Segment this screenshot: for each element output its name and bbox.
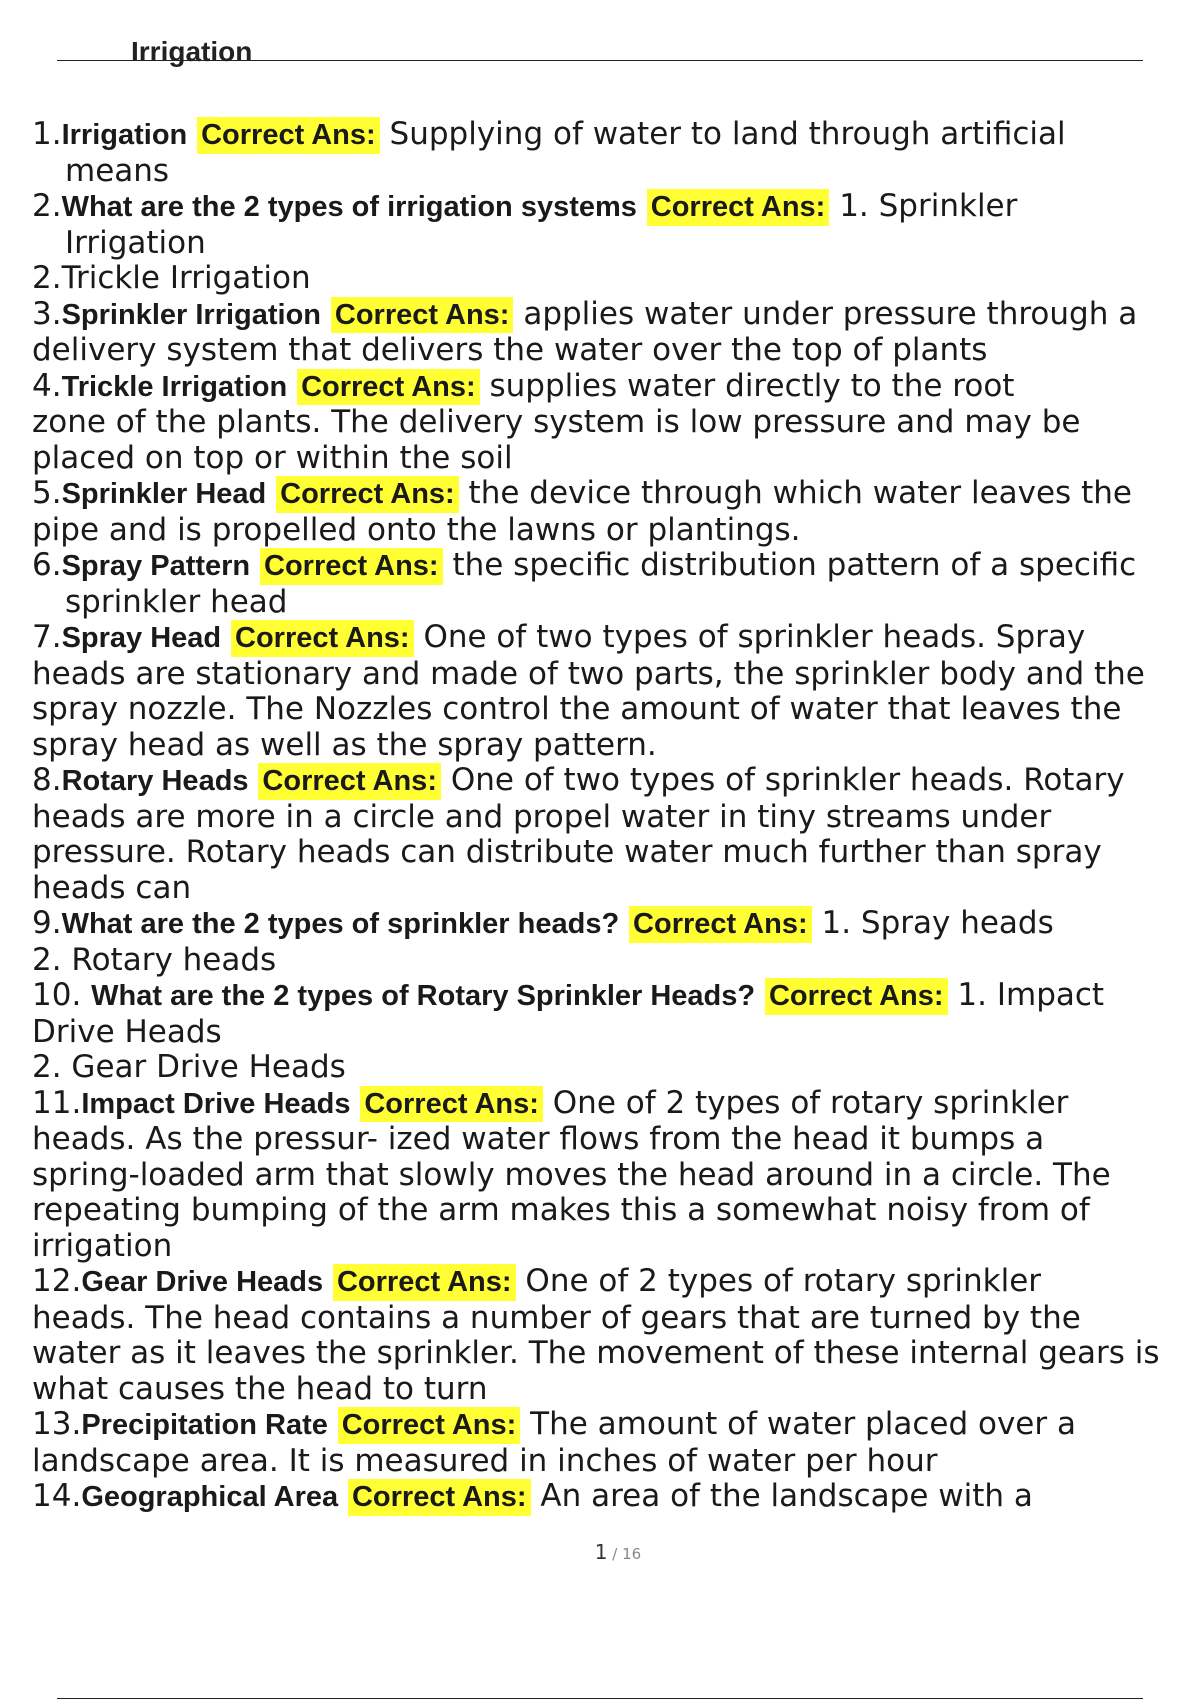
list-item-continuation: 2.Trickle Irrigation: [32, 261, 311, 296]
correct-answer-label: Correct Ans:: [333, 1264, 516, 1301]
correct-answer-label: Correct Ans:: [260, 548, 443, 585]
item-number: 10.: [32, 978, 92, 1013]
item-answer: An area of the landscape with a: [530, 1479, 1033, 1514]
item-answer-line: means: [65, 153, 170, 189]
list-item: [32, 620, 1200, 657]
correct-answer-label: Correct Ans:: [360, 1086, 543, 1123]
list-item: [32, 1264, 1200, 1301]
correct-answer-label: Correct Ans:: [348, 1479, 531, 1516]
list-item: [32, 548, 1200, 585]
item-number: 5.: [32, 476, 62, 511]
correct-answer-label: Correct Ans:: [338, 1407, 521, 1444]
correct-answer-label: Correct Ans:: [331, 297, 514, 334]
item-answer-line: spray head as well as the spray pattern.: [32, 727, 657, 763]
item-answer-line: delivery system that delivers the water over the top of plants: [32, 333, 988, 368]
list-item: [32, 369, 1200, 406]
item-term: Irrigation: [61, 119, 188, 151]
qa-list: [32, 117, 1200, 1517]
item-answer-line: spray nozzle. The Nozzles control the amount of water that leaves the: [32, 692, 1122, 727]
item-number: 13.: [32, 1407, 82, 1442]
correct-answer-label: Correct Ans:: [647, 189, 830, 226]
item-answer-line: Irrigation: [65, 225, 206, 261]
item-answer-line: heads. As the pressur- ized water flows from the head it bumps a: [32, 1122, 1045, 1157]
item-term: Impact Drive Heads: [81, 1087, 351, 1120]
item-term: Rotary Heads: [61, 765, 249, 797]
list-item: [32, 1407, 1200, 1444]
item-answer-line: spring-loaded arm that slowly moves the head around in a circle. The: [32, 1157, 1111, 1193]
item-answer: the specific distribution pattern of a specific: [442, 548, 1137, 583]
item-number: 7.: [32, 620, 62, 655]
item-answer-line: placed on top or within the soil: [32, 440, 513, 476]
item-answer: The amount of water placed over a: [520, 1407, 1076, 1442]
item-number: 14.: [32, 1479, 82, 1514]
item-answer-line: repeating bumping of the arm makes this a somewhat noisy from of: [32, 1193, 1090, 1228]
list-item: [32, 476, 1200, 513]
item-term: What are the 2 types of Rotary Sprinkler Heads?: [91, 980, 756, 1012]
item-number: 9.: [32, 906, 62, 941]
item-answer-line: water as it leaves the sprinkler. The movement of these internal gears is: [32, 1336, 1160, 1371]
item-answer: One of 2 types of rotary sprinkler: [542, 1085, 1069, 1121]
item-answer-line: sprinkler head: [65, 584, 288, 620]
page-current: 1: [594, 1540, 608, 1564]
item-answer-line: heads. The head contains a number of gears that are turned by the: [32, 1300, 1081, 1336]
item-answer: the device through which water leaves the: [458, 476, 1132, 511]
item-answer-line: zone of the plants. The delivery system is low pressure and may be: [32, 405, 1081, 440]
list-item: [32, 297, 1200, 334]
item-answer-line: heads can: [32, 870, 192, 906]
item-term: What are the 2 types of sprinkler heads?: [61, 908, 620, 940]
page-indicator: [0, 1540, 1200, 1564]
item-number: 11.: [32, 1085, 82, 1121]
list-item: [32, 1086, 1200, 1123]
item-answer-line: landscape area. It is measured in inches of water per hour: [32, 1443, 938, 1479]
item-number: 4.: [32, 368, 62, 404]
item-term: Trickle Irrigation: [61, 370, 288, 403]
item-answer: supplies water directly to the root: [479, 368, 1015, 404]
correct-answer-label: Correct Ans:: [231, 620, 414, 657]
list-item: [32, 978, 1200, 1015]
item-number: 1.: [32, 117, 62, 152]
item-number: 2.: [32, 189, 62, 224]
item-number: 12.: [32, 1264, 82, 1299]
list-item: [32, 906, 1200, 943]
item-term: Spray Pattern: [61, 550, 251, 582]
item-answer: One of two types of sprinkler heads. Spray: [413, 620, 1086, 655]
correct-answer-label: Correct Ans:: [276, 476, 459, 513]
item-number: 8.: [32, 763, 62, 798]
list-item: [32, 1479, 1200, 1516]
item-answer: 1. Impact: [947, 978, 1105, 1013]
list-item: [32, 117, 1200, 154]
item-term: Sprinkler Head: [61, 478, 267, 510]
item-answer-line: what causes the head to turn: [32, 1371, 488, 1407]
item-answer: One of two types of sprinkler heads. Rotary: [440, 763, 1125, 798]
item-answer: Supplying of water to land through artificial: [379, 117, 1066, 152]
item-term: Spray Head: [61, 622, 222, 654]
document-title: Irrigation: [131, 36, 253, 67]
item-term: What are the 2 types of irrigation systems: [61, 191, 637, 223]
list-item: [32, 763, 1200, 800]
list-item: [32, 189, 1200, 226]
item-answer-line: heads are stationary and made of two parts, the sprinkler body and the: [32, 656, 1145, 692]
item-term: Geographical Area: [81, 1481, 339, 1513]
item-answer-line: pressure. Rotary heads can distribute water much further than spray: [32, 835, 1102, 870]
page-total-wrapper: / 16: [607, 1545, 642, 1563]
correct-answer-label: Correct Ans:: [297, 369, 480, 406]
item-term: Sprinkler Irrigation: [61, 298, 322, 331]
correct-answer-label: Correct Ans:: [258, 763, 441, 800]
footer-rule: [57, 1698, 1143, 1699]
page-total: 16: [622, 1545, 642, 1563]
item-number: 3.: [32, 296, 62, 332]
page-header: [57, 30, 1143, 67]
list-item-continuation: 2. Gear Drive Heads: [32, 1050, 346, 1085]
item-number: 6.: [32, 548, 62, 583]
correct-answer-label: Correct Ans:: [765, 978, 948, 1015]
item-answer: 1. Spray heads: [811, 906, 1054, 941]
item-answer-line: Drive Heads: [32, 1014, 222, 1050]
item-answer: One of 2 types of rotary sprinkler: [515, 1264, 1042, 1299]
item-term: Gear Drive Heads: [81, 1266, 324, 1298]
item-answer: 1. Sprinkler: [829, 189, 1018, 224]
item-answer: applies water under pressure through a: [513, 296, 1138, 332]
correct-answer-label: Correct Ans:: [197, 117, 380, 154]
item-answer-line: irrigation: [32, 1228, 173, 1264]
item-answer-line: heads are more in a circle and propel water in tiny streams under: [32, 799, 1052, 835]
item-term: Precipitation Rate: [81, 1409, 328, 1441]
item-answer-line: pipe and is propelled onto the lawns or plantings.: [32, 512, 801, 548]
correct-answer-label: Correct Ans:: [629, 906, 812, 943]
list-item-continuation: 2. Rotary heads: [32, 942, 277, 978]
